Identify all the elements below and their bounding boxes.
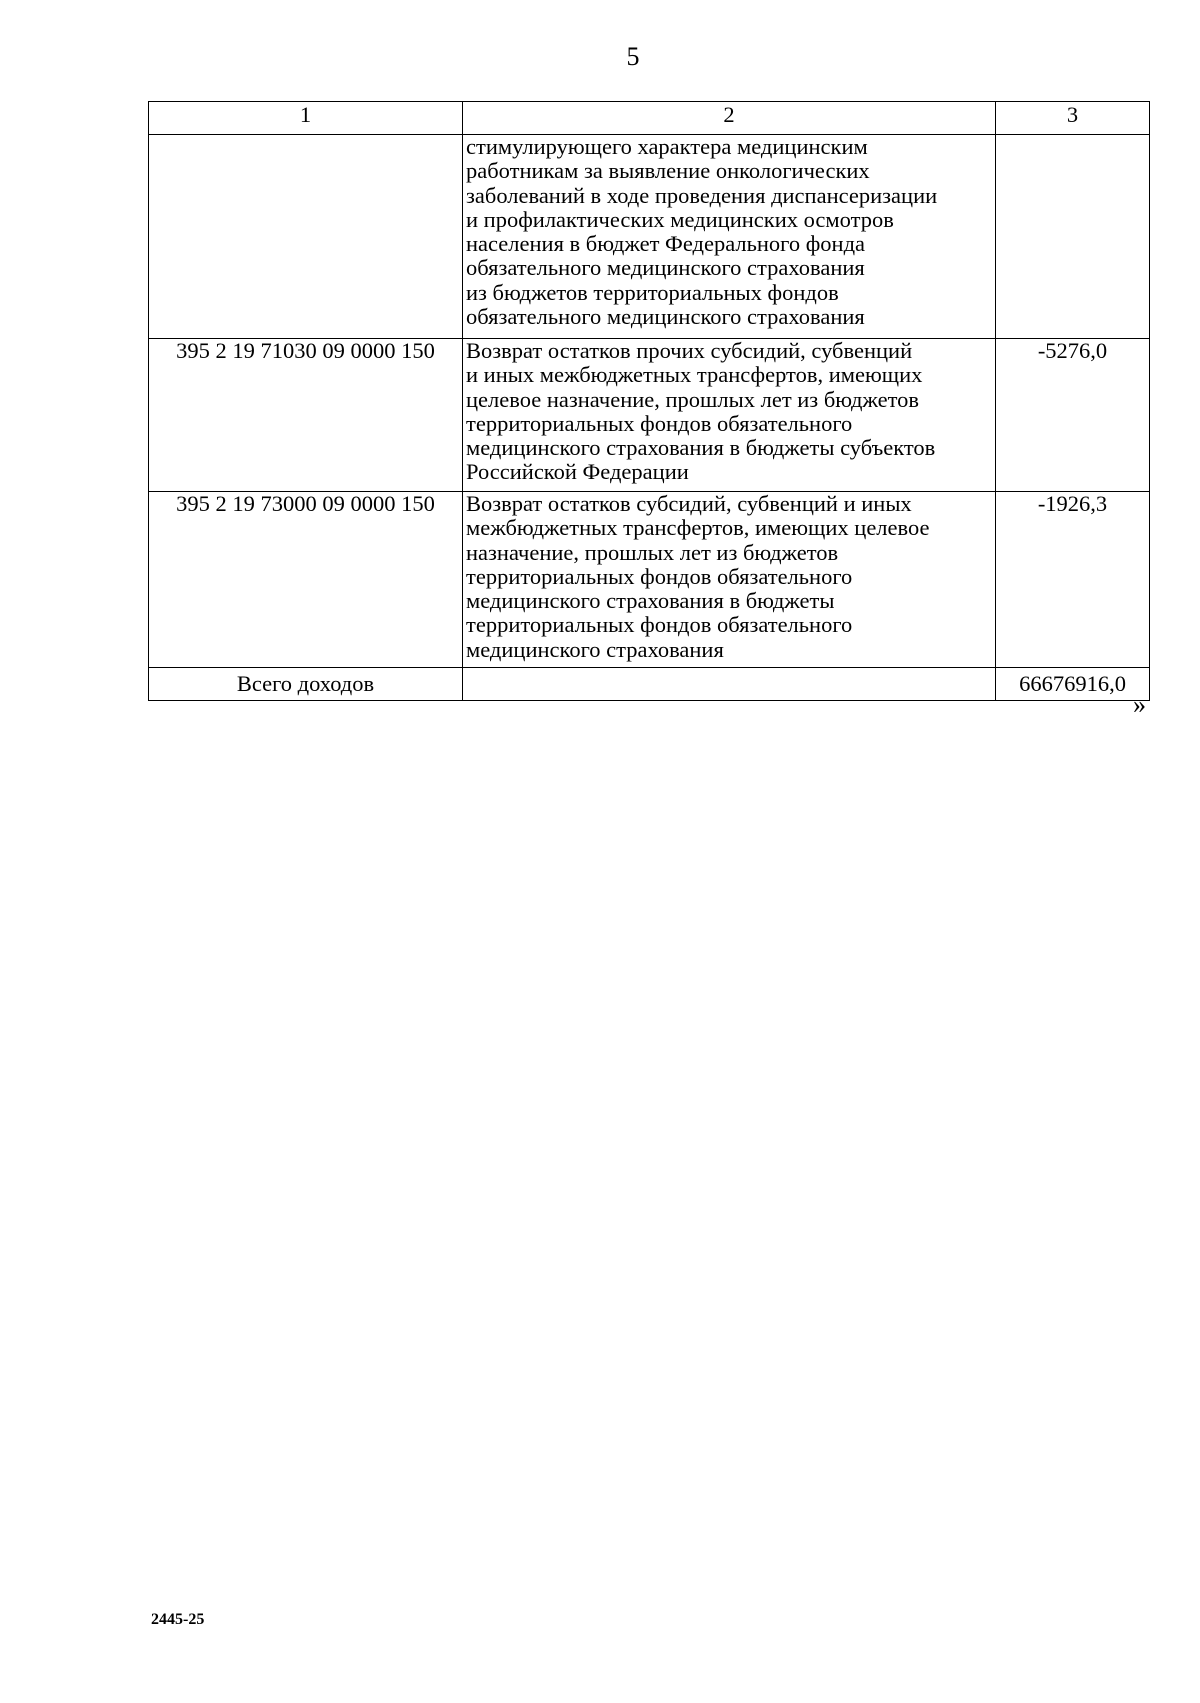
budget-code-cell bbox=[149, 135, 463, 339]
amount-cell: -5276,0 bbox=[996, 339, 1150, 492]
column-header-3: 3 bbox=[996, 102, 1150, 135]
table-header-row bbox=[149, 102, 1150, 135]
amount-cell: -1926,3 bbox=[996, 492, 1150, 668]
revenue-table bbox=[148, 101, 1150, 701]
budget-code-cell: 395 2 19 71030 09 0000 150 bbox=[149, 339, 463, 492]
total-description-cell bbox=[463, 668, 996, 701]
amount-cell bbox=[996, 135, 1150, 339]
description-cell: стимулирующего характера медицинским работникам за выявление онкологических заболеваний в ходе проведения диспансеризации и профилактических медицинских осмотров населения в бюджет Федерального фонда обязательного медицинского страхования из бюджетов территориальных фондов обязательного медицинского страхования bbox=[463, 135, 996, 339]
closing-quote-mark: » bbox=[1133, 690, 1146, 719]
column-header-1: 1 bbox=[149, 102, 463, 135]
description-cell: Возврат остатков субсидий, субвенций и иных межбюджетных трансфертов, имеющих целевое назначение, прошлых лет из бюджетов территориальных фондов обязательного медицинского страхования в бюджеты территориальных фондов обязательного медицинского страхования bbox=[463, 492, 996, 668]
table-row bbox=[149, 492, 1150, 668]
total-row bbox=[149, 668, 1150, 701]
budget-code-cell: 395 2 19 73000 09 0000 150 bbox=[149, 492, 463, 668]
document-number: 2445-25 bbox=[151, 1611, 205, 1628]
total-label: Всего доходов bbox=[149, 668, 463, 701]
column-header-2: 2 bbox=[463, 102, 996, 135]
table-row bbox=[149, 339, 1150, 492]
total-amount: 66676916,0 bbox=[996, 668, 1150, 701]
description-cell: Возврат остатков прочих субсидий, субвенций и иных межбюджетных трансфертов, имеющих целевое назначение, прошлых лет из бюджетов территориальных фондов обязательного медицинского страхования в бюджеты субъектов Российской Федерации bbox=[463, 339, 996, 492]
page-number: 5 bbox=[626, 42, 640, 71]
table-row bbox=[149, 135, 1150, 339]
